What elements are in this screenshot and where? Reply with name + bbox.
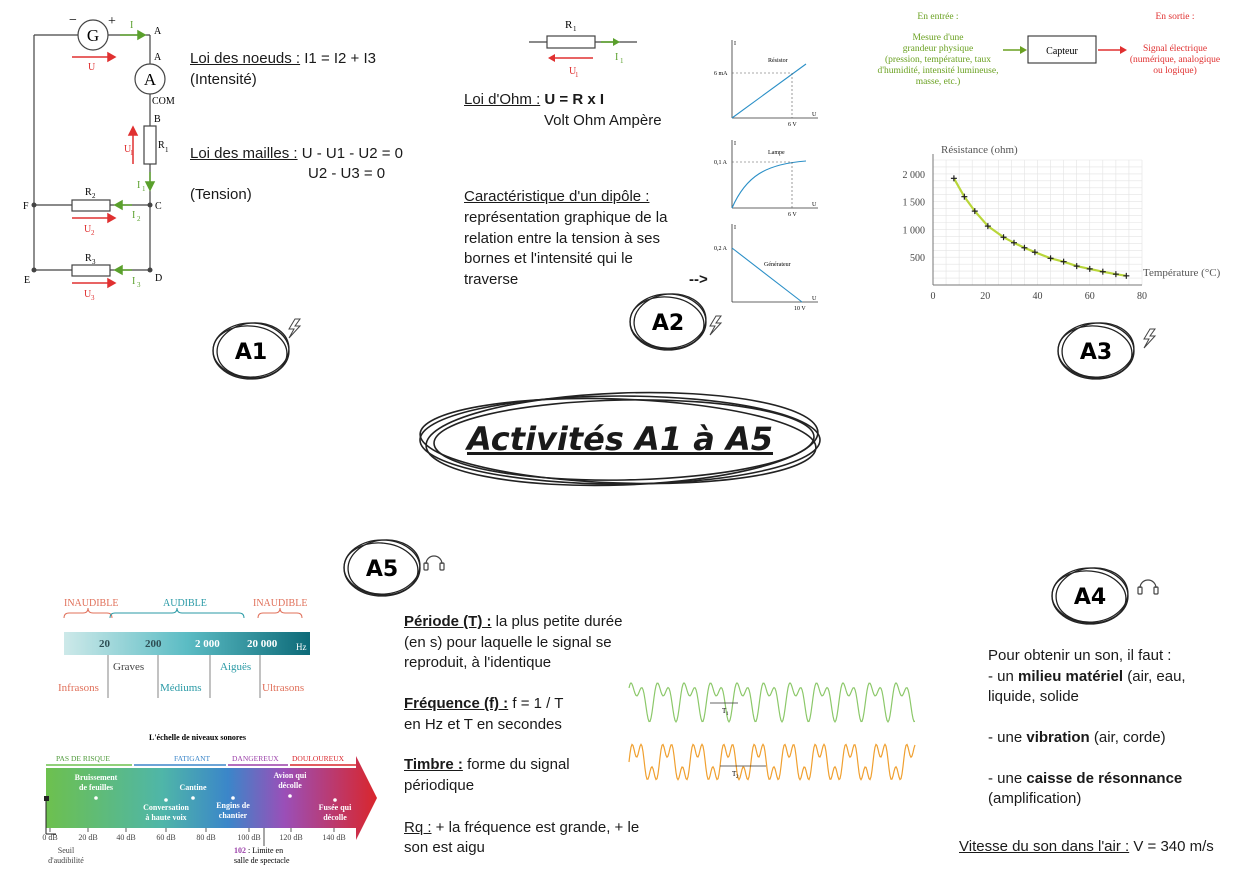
svg-text:I: I — [734, 41, 736, 47]
timbre-text-2: périodique — [404, 777, 475, 794]
svg-text:Graves: Graves — [113, 661, 145, 673]
svg-text:R: R — [565, 19, 573, 31]
loi-noeuds: Loi des noeuds : I1 = I2 + I3 — [190, 50, 376, 67]
chart-point — [1100, 269, 1106, 275]
svg-text:40 dB: 40 dB — [116, 833, 136, 842]
svg-text:2: 2 — [137, 215, 141, 223]
svg-text:I: I — [734, 225, 736, 231]
svg-text:Cantine: Cantine — [179, 783, 207, 792]
svg-text:R: R — [85, 187, 92, 198]
svg-text:Générateur: Générateur — [764, 262, 791, 268]
svg-text:décolle: décolle — [278, 781, 302, 790]
hearing-range-diagram — [50, 588, 330, 700]
svg-text:1: 1 — [130, 149, 134, 157]
svg-text:Lampe: Lampe — [768, 150, 785, 156]
svg-text:R: R — [85, 253, 92, 264]
resistance-temperature-chart — [870, 138, 1234, 310]
svg-text:C: C — [155, 201, 162, 212]
loi-noeuds-unit: (Intensité) — [190, 71, 257, 88]
svg-text:U: U — [88, 62, 96, 73]
svg-text:0,2 A: 0,2 A — [714, 246, 728, 252]
headphones-icon — [424, 556, 444, 570]
svg-text:Conversation: Conversation — [143, 803, 189, 812]
svg-text:Capteur: Capteur — [1046, 46, 1078, 57]
sound-item-3-line-2: (amplification) — [988, 790, 1082, 807]
resistor-r3 — [72, 265, 110, 276]
sensor-diagram — [868, 6, 1230, 106]
svg-text:FATIGANT: FATIGANT — [174, 754, 211, 763]
loi-mailles: Loi des mailles : U - U1 - U2 = 0 — [190, 145, 404, 162]
chart-x-tick: 20 — [980, 291, 991, 302]
headphones-icon — [1138, 580, 1158, 594]
timbre: Timbre : forme du signal — [404, 756, 570, 773]
dipole-text-3: bornes et l'intensité qui le — [464, 250, 633, 267]
svg-text:1: 1 — [165, 146, 169, 154]
chart-x-tick: 40 — [1032, 291, 1043, 302]
svg-text:En sortie :: En sortie : — [1155, 12, 1195, 22]
svg-text:102 : Limite en: 102 : Limite en — [234, 846, 284, 855]
svg-text:En entrée :: En entrée : — [917, 12, 959, 22]
svg-text:Mesure d'une: Mesure d'une — [912, 33, 964, 43]
svg-text:Fusée qui: Fusée qui — [318, 803, 352, 812]
dipole-text-1: représentation graphique de la — [464, 209, 668, 226]
svg-text:Médiums: Médiums — [160, 682, 202, 694]
badge-a3 — [1048, 315, 1158, 389]
svg-text:1: 1 — [726, 712, 729, 717]
svg-text:U: U — [812, 202, 817, 208]
svg-text:3: 3 — [137, 281, 141, 289]
svg-text:T: T — [732, 770, 737, 778]
svg-text:0 dB: 0 dB — [42, 833, 58, 842]
chart-y-tick: 500 — [910, 253, 925, 265]
svg-text:de feuilles: de feuilles — [79, 783, 113, 792]
svg-text:U: U — [812, 296, 817, 302]
signal-1-wave — [629, 683, 915, 722]
svg-text:2: 2 — [736, 775, 739, 780]
remarque-text-2: son est aigu — [404, 839, 485, 856]
svg-text:U: U — [569, 66, 577, 77]
center-title: Activités A1 à A5 — [467, 420, 773, 458]
loi-mailles-unit: (Tension) — [190, 186, 252, 203]
svg-text:10 V: 10 V — [794, 306, 806, 312]
svg-text:80 dB: 80 dB — [196, 833, 216, 842]
ohm-units: Volt Ohm Ampère — [544, 112, 662, 129]
svg-text:masse, etc.): masse, etc.) — [915, 77, 961, 87]
svg-text:I: I — [132, 276, 136, 287]
badge-a4 — [1044, 558, 1168, 634]
svg-text:Infrasons: Infrasons — [58, 682, 99, 694]
svg-text:I: I — [132, 210, 136, 221]
svg-text:A4: A4 — [1073, 585, 1107, 610]
svg-text:R: R — [158, 140, 165, 151]
badge-a1 — [203, 313, 313, 387]
svg-text:A1: A1 — [234, 340, 268, 365]
dipole-text-2: relation entre la tension à ses — [464, 230, 660, 247]
svg-text:d'audibilité: d'audibilité — [48, 856, 84, 865]
signal-2-wave — [629, 744, 915, 779]
chart-fit-curve — [954, 178, 1126, 275]
svg-text:Seuil: Seuil — [57, 846, 75, 855]
generator-label: G — [86, 26, 100, 45]
svg-text:B: B — [154, 114, 161, 125]
periode-text-3: reproduit, à l'identique — [404, 654, 552, 671]
chart-ylabel: Résistance (ohm) — [941, 144, 1018, 156]
svg-text:COM: COM — [152, 96, 175, 107]
dipole-text-4: traverse — [464, 271, 519, 288]
svg-text:U: U — [84, 224, 92, 235]
chart-x-tick: 80 — [1137, 291, 1147, 302]
svg-text:D: D — [155, 273, 163, 284]
svg-text:1: 1 — [620, 57, 624, 65]
svg-text:U: U — [812, 112, 817, 118]
chart-x-tick: 0 — [930, 291, 936, 302]
svg-text:E: E — [24, 275, 31, 286]
chart-y-tick: 2 000 — [902, 169, 925, 181]
sound-item-2: - une vibration (air, corde) — [988, 729, 1166, 746]
svg-text:I: I — [130, 20, 134, 31]
svg-text:(pression, température, taux: (pression, température, taux — [884, 55, 992, 65]
svg-text:AUDIBLE: AUDIBLE — [163, 598, 207, 609]
svg-text:F: F — [23, 201, 29, 212]
chart-y-tick: 1 500 — [902, 197, 925, 209]
svg-text:ou logique): ou logique) — [1153, 66, 1197, 76]
svg-text:A: A — [154, 26, 162, 37]
lightning-icon — [710, 316, 721, 335]
svg-text:L'échelle de niveaux sonores: L'échelle de niveaux sonores — [149, 733, 246, 742]
lightning-icon — [1144, 329, 1155, 348]
svg-text:PAS DE RISQUE: PAS DE RISQUE — [56, 754, 110, 763]
svg-text:grandeur physique: grandeur physique — [902, 44, 974, 54]
svg-text:+: + — [108, 14, 116, 29]
svg-text:Signal électrique: Signal électrique — [1142, 44, 1208, 54]
svg-text:200: 200 — [145, 638, 162, 650]
svg-text:2 000: 2 000 — [195, 638, 220, 650]
chart-point — [1061, 259, 1067, 265]
svg-text:20 000: 20 000 — [247, 638, 278, 650]
dipole-title: Caractéristique d'un dipôle : — [464, 188, 650, 205]
svg-text:120 dB: 120 dB — [279, 833, 303, 842]
ohm-law: Loi d'Ohm : U = R x I — [464, 91, 605, 108]
svg-text:A: A — [154, 52, 162, 63]
svg-text:6 V: 6 V — [788, 212, 797, 218]
graph-resistor — [714, 40, 818, 128]
svg-text:A3: A3 — [1079, 340, 1113, 365]
badge-a2 — [620, 286, 730, 360]
resistor-ohm-diagram — [525, 12, 645, 80]
svg-text:2: 2 — [92, 192, 96, 200]
svg-text:I: I — [615, 52, 619, 63]
svg-text:U: U — [124, 144, 132, 155]
loi-mailles-eq2: U2 - U3 = 0 — [308, 165, 386, 182]
remarque: Rq : + la fréquence est grande, + le — [404, 819, 640, 836]
svg-text:140 dB: 140 dB — [322, 833, 346, 842]
lightning-icon — [289, 319, 300, 338]
svg-text:DOULOUREUX: DOULOUREUX — [292, 754, 345, 763]
resistor-r2 — [72, 200, 110, 211]
svg-text:Aiguës: Aiguës — [220, 661, 252, 673]
svg-text:salle de spectacle: salle de spectacle — [234, 856, 290, 865]
chart-point — [1113, 271, 1119, 277]
svg-text:d'humidité, intensité lumineus: d'humidité, intensité lumineuse, — [877, 66, 999, 76]
frequence-text: en Hz et T en secondes — [404, 716, 562, 733]
svg-text:Ultrasons: Ultrasons — [262, 682, 305, 694]
svg-text:U: U — [84, 289, 92, 300]
periode-text-2: (en s) pour laquelle le signal se — [404, 634, 612, 651]
svg-text:I: I — [734, 141, 736, 147]
graph-lamp — [714, 140, 818, 218]
svg-text:20 dB: 20 dB — [78, 833, 98, 842]
sound-item-3: - une caisse de résonnance — [988, 770, 1183, 787]
sound-intro: Pour obtenir un son, il faut : — [988, 647, 1172, 664]
svg-text:DANGEREUX: DANGEREUX — [232, 754, 279, 763]
circuit-diagram — [20, 12, 200, 302]
ammeter-label: A — [143, 70, 157, 89]
sound-level-scale — [36, 726, 381, 870]
frequence: Fréquence (f) : f = 1 / T — [404, 695, 564, 712]
svg-text:I: I — [137, 180, 141, 191]
svg-text:Engins de: Engins de — [216, 801, 250, 810]
sound-item-1-line-2: liquide, solide — [988, 688, 1079, 705]
dipole-arrow: --> — [689, 271, 708, 288]
chart-x-tick: 60 — [1084, 291, 1095, 302]
svg-text:décolle: décolle — [323, 813, 347, 822]
chart-point — [1048, 255, 1054, 261]
svg-text:Hz: Hz — [296, 642, 307, 652]
resistor-r1 — [144, 126, 156, 164]
svg-text:T: T — [722, 707, 727, 715]
sound-speed: Vitesse du son dans l'air : V = 340 m/s — [959, 838, 1214, 855]
svg-text:A5: A5 — [365, 557, 399, 582]
svg-text:100 dB: 100 dB — [237, 833, 261, 842]
svg-text:60 dB: 60 dB — [156, 833, 176, 842]
badge-a5 — [334, 530, 454, 606]
svg-text:3: 3 — [91, 294, 95, 302]
svg-text:1: 1 — [575, 71, 579, 79]
svg-text:Avion qui: Avion qui — [273, 771, 307, 780]
chart-xlabel: Température (°C) — [1143, 267, 1221, 279]
svg-text:INAUDIBLE: INAUDIBLE — [64, 598, 119, 609]
svg-text:INAUDIBLE: INAUDIBLE — [253, 598, 308, 609]
svg-text:chantier: chantier — [218, 811, 248, 820]
periode: Période (T) : la plus petite durée — [404, 613, 623, 630]
svg-text:à haute voix: à haute voix — [145, 813, 187, 822]
svg-text:A2: A2 — [651, 311, 685, 336]
chart-y-tick: 1 000 — [902, 225, 925, 237]
svg-text:1: 1 — [142, 185, 146, 193]
svg-text:6 V: 6 V — [788, 122, 797, 128]
sound-item-1: - un milieu matériel (air, eau, — [988, 668, 1186, 685]
periodic-signals — [626, 670, 918, 798]
svg-text:2: 2 — [91, 229, 95, 237]
svg-text:20: 20 — [99, 638, 110, 650]
svg-text:(numérique, analogique: (numérique, analogique — [1129, 55, 1221, 65]
svg-text:Bruissement: Bruissement — [74, 773, 118, 782]
svg-text:1: 1 — [573, 25, 577, 33]
svg-text:−: − — [69, 13, 77, 28]
svg-text:3: 3 — [92, 258, 96, 266]
dipole-graphs — [706, 36, 824, 316]
svg-text:0,1 A: 0,1 A — [714, 160, 728, 166]
svg-text:6 mA: 6 mA — [714, 71, 728, 77]
svg-text:Résistor: Résistor — [768, 58, 788, 64]
